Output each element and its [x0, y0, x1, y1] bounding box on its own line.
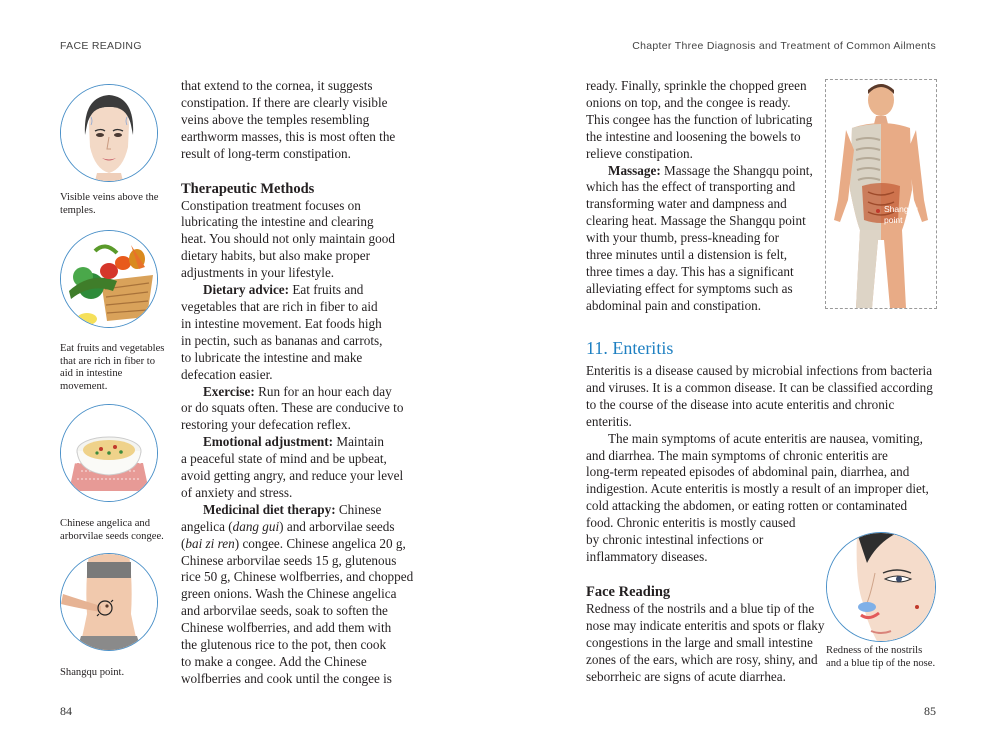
running-head-left: FACE READING	[60, 40, 142, 52]
caption-vegetables: Eat fruits and vegetables that are rich in fiber to aid in intestine movement.	[60, 343, 165, 392]
massage-line: with your thumb, press-kneading for	[586, 230, 780, 246]
shangqu-abdomen-illustration	[60, 553, 158, 651]
enteritis-line: cold attacking the abdomen, or eating rotten or contaminated	[586, 498, 908, 514]
pinyin-term: bai zi ren	[185, 535, 235, 551]
vegetables-illustration	[60, 230, 158, 328]
dietary-line: to lubricate the intestine and make	[181, 349, 363, 365]
medicinal-line: wolfberries and cook until the congee is	[181, 670, 392, 686]
exercise-line	[181, 384, 416, 401]
caption-veins: Visible veins above the temples.	[60, 192, 159, 216]
medicinal-text: ) congee. Chinese angelica 20 g,	[234, 535, 406, 551]
massage-text: Massage the Shangqu point,	[660, 162, 813, 178]
massage-label: Massage:	[608, 162, 661, 178]
emotional-text: Maintain	[333, 434, 384, 450]
intro-line: that extend to the cornea, it suggests	[181, 78, 373, 93]
dietary-line: defecation easier.	[181, 366, 273, 382]
medicinal-line: Chinese arborvilae seeds 15 g, glutenous	[181, 552, 397, 568]
dietary-text: Eat fruits and	[289, 282, 364, 298]
anatomy-figure-frame	[825, 79, 937, 309]
congee-illustration	[60, 404, 158, 502]
continue-line: the intestine and loosening the bowels to	[586, 128, 801, 144]
emotional-line	[181, 434, 416, 451]
dietary-advice-line	[181, 282, 416, 299]
massage-line: three times a day. This has a significant	[586, 263, 794, 279]
medicinal-line	[181, 519, 416, 536]
caption-nose: Redness of the nostrils and a blue tip of the nose.	[826, 645, 936, 669]
medicinal-text: Chinese	[335, 501, 382, 517]
exercise-line: or do squats often. These are conducive to	[181, 400, 404, 416]
dietary-line: in intestine movement. Eat foods high	[181, 315, 382, 331]
enteritis-line: long-term repeated episodes of abdominal pain, diarrhea, and	[586, 464, 910, 480]
dietary-label: Dietary advice:	[203, 282, 290, 298]
face-reading-line: nose may indicate enteritis and spots or flaky	[586, 617, 825, 633]
face-veins-illustration	[60, 84, 158, 182]
dietary-line: in pectin, such as bananas and carrots,	[181, 332, 383, 348]
medicinal-line: to make a congee. Add the Chinese	[181, 654, 367, 669]
medicinal-text: (	[181, 535, 186, 551]
page-number-right: 85	[924, 704, 936, 718]
medicinal-line: green onions. Wash the Chinese angelica	[181, 586, 397, 602]
enteritis-line: by chronic intestinal infections or	[586, 532, 764, 548]
enteritis-line: enteritis.	[586, 413, 632, 429]
caption-shangqu: Shangqu point.	[60, 667, 125, 678]
medicinal-line: Chinese wolfberries, and add them with	[181, 620, 392, 636]
enteritis-line: Enteritis is a disease caused by microbial infections from bacteria	[586, 363, 933, 378]
continue-line: ready. Finally, sprinkle the chopped green	[586, 78, 807, 93]
enteritis-line: and viruses. It is a common disease. It can be classified according	[586, 379, 933, 395]
exercise-text: Run for an hour each day	[254, 383, 392, 399]
medicinal-text: angelica (	[181, 518, 233, 534]
continue-line: This congee has the function of lubricating	[586, 111, 813, 127]
medicinal-line: and arborvilae seeds, soak to soften the	[181, 603, 388, 619]
continue-line: relieve constipation.	[586, 145, 693, 161]
caption-congee: Chinese angelica and arborvilae seeds congee.	[60, 518, 164, 542]
enteritis-line: food. Chronic enteritis is mostly caused	[586, 515, 796, 531]
shangqu-point-label: Shangqu point	[884, 204, 919, 225]
therapeutic-line: heat. You should not only maintain good	[181, 231, 395, 247]
dietary-line: vegetables that are rich in fiber to aid	[181, 298, 378, 314]
face-reading-line: zones of the ears, which are rosy, shiny, and	[586, 651, 818, 667]
face-reading-line: seborrheic are signs of acute diarrhea.	[586, 668, 786, 684]
exercise-line: restoring your defecation reflex.	[181, 417, 351, 433]
massage-line: abdominal pain and constipation.	[586, 297, 762, 313]
medicinal-label: Medicinal diet therapy:	[203, 501, 336, 517]
face-reading-line: Redness of the nostrils and a blue tip of the	[586, 600, 815, 616]
enteritis-line: indigestion. Acute enteritis is mostly a result of an improper diet,	[586, 481, 929, 497]
exercise-label: Exercise:	[203, 383, 255, 399]
therapeutic-line: adjustments in your lifestyle.	[181, 265, 335, 281]
enteritis-line: and diarrhea. The main symptoms of chronic enteritis are	[586, 447, 888, 463]
running-head-right: Chapter Three Diagnosis and Treatment of Common Ailments	[632, 40, 936, 52]
emotional-line: a peaceful state of mind and be upbeat,	[181, 451, 387, 467]
intro-line: result of long-term constipation.	[181, 145, 351, 161]
nose-illustration	[826, 532, 936, 642]
face-reading-heading: Face Reading	[586, 583, 671, 600]
medicinal-line: the glutenous rice to the pot, then cook	[181, 637, 387, 653]
medicinal-line	[181, 502, 416, 519]
enteritis-line: inflammatory diseases.	[586, 548, 708, 564]
therapeutic-line: dietary habits, but also make proper	[181, 248, 370, 264]
therapeutic-line: lubricating the intestine and clearing	[181, 214, 374, 230]
intro-line: veins above the temples resembling	[181, 111, 370, 127]
massage-line	[586, 163, 822, 180]
intro-line: earthworm masses, this is most often the	[181, 128, 396, 144]
right-top-text-column	[586, 78, 822, 315]
emotional-label: Emotional adjustment:	[203, 434, 334, 450]
continue-line: onions on top, and the congee is ready.	[586, 94, 791, 110]
anatomy-figure	[826, 80, 936, 308]
page-number-left: 84	[60, 704, 72, 718]
massage-line: which has the effect of transporting and	[586, 179, 796, 195]
pinyin-term: dang gui	[232, 518, 280, 534]
massage-line: alleviating effect for symptoms such as	[586, 280, 793, 296]
section-title-enteritis: 11. Enteritis	[586, 338, 674, 358]
medicinal-text: ) and arborvilae seeds	[279, 518, 395, 534]
emotional-line: of anxiety and stress.	[181, 484, 293, 500]
face-reading-line: congestions in the large and small intestine	[586, 634, 813, 650]
therapeutic-heading: Therapeutic Methods	[181, 180, 315, 197]
left-text-column	[181, 78, 416, 688]
medicinal-line: rice 50 g, Chinese wolfberries, and chopped	[181, 569, 414, 585]
emotional-line: avoid getting angry, and reduce your level	[181, 468, 404, 484]
enteritis-line: The main symptoms of acute enteritis are nausea, vomiting,	[608, 430, 923, 446]
massage-line: three minutes until a distension is felt,	[586, 247, 788, 263]
medicinal-line	[181, 536, 416, 553]
intro-line: constipation. If there are clearly visible	[181, 94, 388, 110]
therapeutic-line: Constipation treatment focuses on	[181, 197, 361, 213]
enteritis-line: to the course of the disease into acute enteritis and chronic	[586, 396, 895, 412]
massage-line: clearing heat. Massage the Shangqu point	[586, 213, 806, 229]
massage-line: transforming water and dampness and	[586, 196, 787, 212]
